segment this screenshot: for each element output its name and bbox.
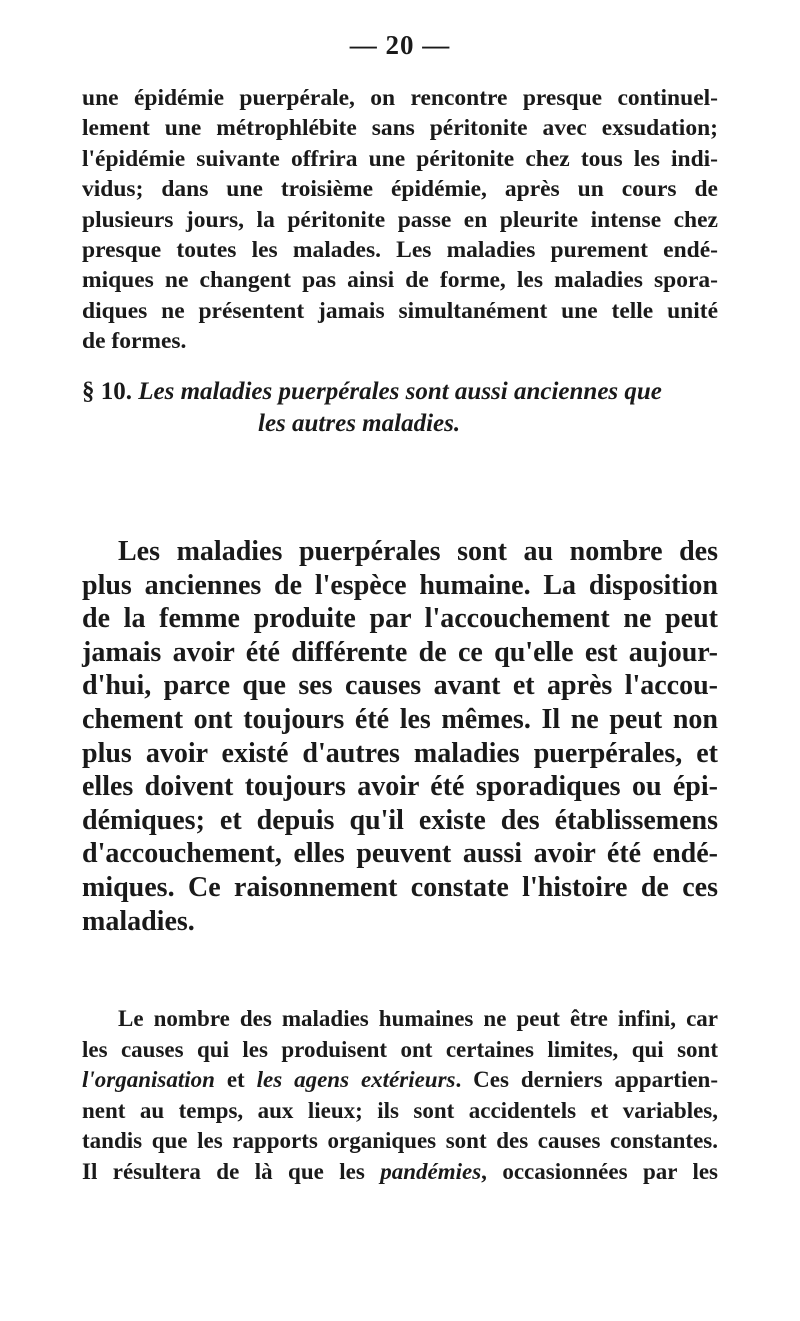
heading-title-part-1: Les maladies puerpérales sont aussi anciennes que — [138, 378, 662, 405]
text-run: et — [214, 1067, 257, 1093]
text-line — [82, 1065, 718, 1096]
heading-line — [82, 376, 718, 408]
paragraph-2 — [82, 535, 718, 938]
text-line: d'hui, parce que ses causes avant et après l'accou- — [82, 670, 718, 702]
text-line: Le nombre des maladies humaines ne peut être infini, car — [118, 1006, 718, 1031]
italic-term: les agens extérieurs — [256, 1067, 456, 1093]
italic-term: l'organisation — [82, 1067, 215, 1093]
text-line: une épidémie puerpérale, on rencontre presque continuel- — [82, 85, 718, 111]
text-line: maladies. — [82, 905, 195, 937]
text-run: . Ces derniers appartien- — [455, 1067, 718, 1093]
text-run: Il résultera de là que les — [82, 1158, 381, 1184]
text-line: chement ont toujours été les mêmes. Il ne peut non — [82, 703, 718, 735]
text-line: nent au temps, aux lieux; ils sont accidentels et variables, — [82, 1097, 718, 1123]
text-line: d'accouchement, elles peuvent aussi avoir été endé- — [82, 838, 718, 870]
text-line: lement une métrophlébite sans péritonite avec exsudation; — [82, 115, 718, 142]
text-line: presque toutes les malades. Les maladies purement endé- — [82, 237, 718, 264]
text-line: elles doivent toujours avoir été sporadiques ou épi- — [82, 771, 718, 803]
paragraph-3 — [82, 1004, 718, 1188]
text-line — [82, 1157, 718, 1188]
section-heading — [82, 376, 718, 440]
text-line: démiques; et depuis qu'il existe des établissemens — [82, 804, 718, 836]
text-line: Les maladies puerpérales sont au nombre des — [118, 536, 718, 567]
italic-term: pandémies — [380, 1158, 482, 1184]
text-line: de formes. — [82, 328, 187, 355]
text-line: plus avoir existé d'autres maladies puerpérales, et — [82, 737, 718, 769]
text-line: plusieurs jours, la péritonite passe en pleurite intense chez — [82, 206, 718, 233]
page-number: — 20 — — [349, 30, 451, 60]
section-number: § 10. — [82, 378, 132, 405]
text-line: plus anciennes de l'espèce humaine. La disposition — [82, 569, 718, 601]
text-line: miques. Ce raisonnement constate l'histoire de ces — [82, 871, 718, 903]
text-line: diques ne présentent jamais simultanément une telle unité — [82, 297, 718, 324]
text-line: de la femme produite par l'accouchement ne peut — [82, 603, 718, 635]
text-line: vidus; dans une troisième épidémie, après un cours de — [82, 176, 718, 203]
text-line: jamais avoir été différente de ce qu'elle est aujour- — [82, 636, 718, 668]
text-line: tandis que les rapports organiques sont des causes constantes. — [82, 1128, 718, 1154]
text-line: les causes qui les produisent ont certaines limites, qui sont — [82, 1036, 718, 1062]
paragraph-1 — [82, 83, 718, 357]
text-line: l'épidémie suivante offrira une péritonite chez tous les indi- — [82, 145, 718, 172]
text-run: , occasionnées par les — [481, 1158, 718, 1184]
text-line: miques ne changent pas ainsi de forme, les maladies spora- — [82, 267, 718, 294]
heading-title-part-2: les autres maladies. — [258, 410, 461, 437]
